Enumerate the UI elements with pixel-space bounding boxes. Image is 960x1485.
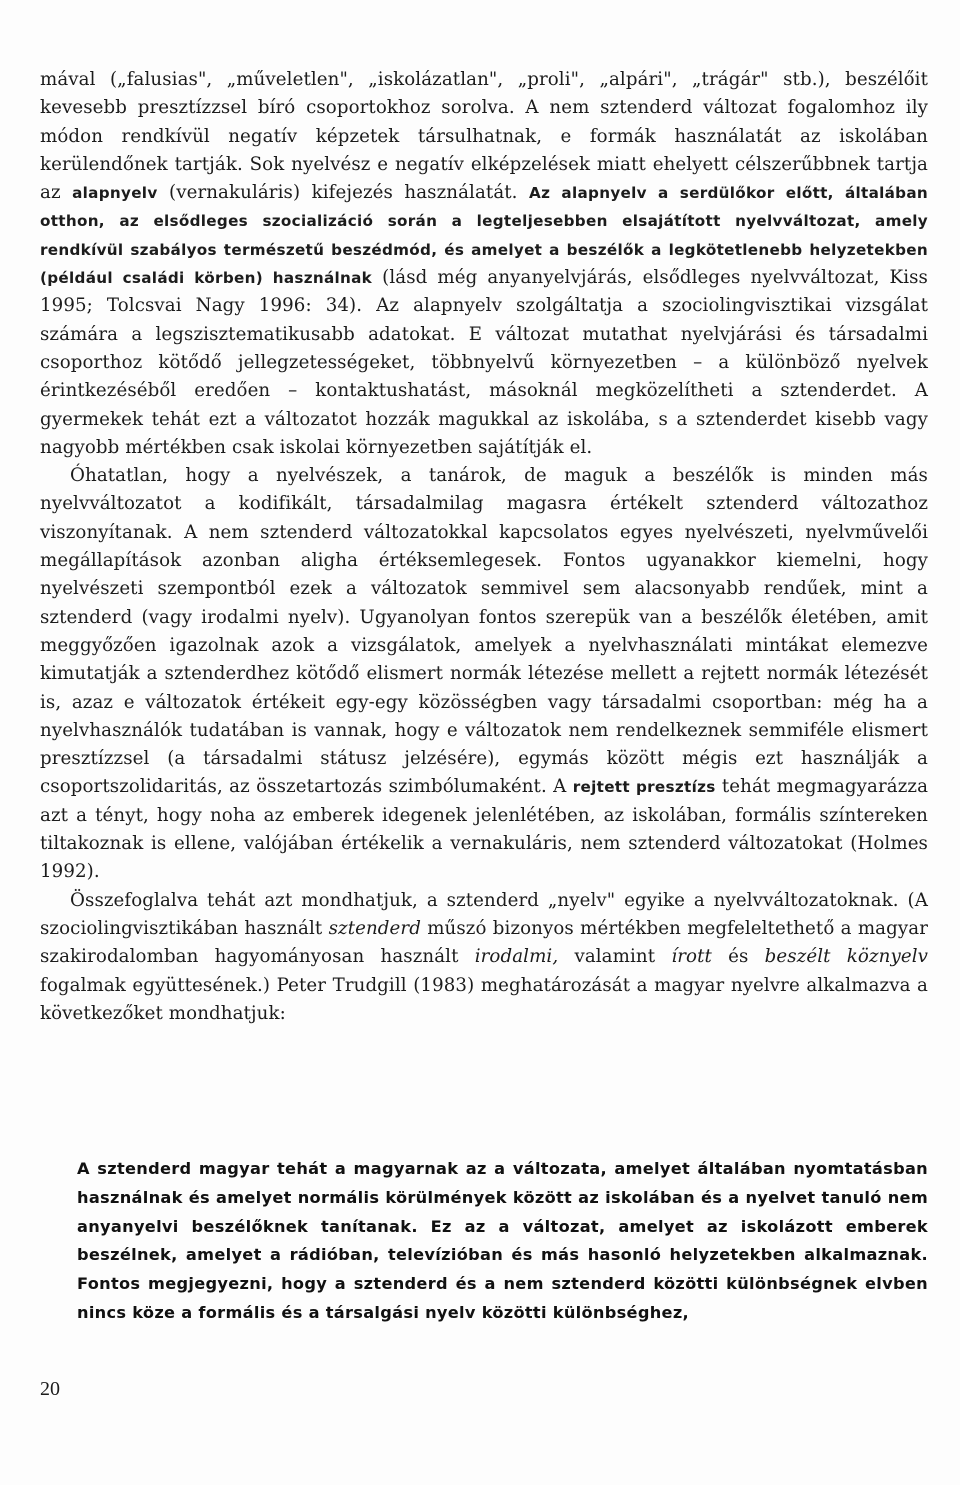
text-run: valamint — [558, 946, 672, 968]
text-run: Óhatatlan, hogy a nyelvészek, a tanárok, de maguk a beszélők is minden más nyelvváltozatot a kodifikált, társadalmilag magasra értékelt sztenderd változathoz viszonyítanak. A nem sztenderd változatokkal kapcsolatos egyes nyelvészeti, nyelvművelői megállapítások azonban aligha értéksemlegesek. Fontos ugyanakkor kiemelni, hogy nyelvészeti szempontból ezek a változatok semmivel sem alacsonyabb rendűek, mint a sztenderd (vagy irodalmi nyelv). Ugyanolyan fontos szerepük van a beszélők életében, amit meggyőzően igazolnak azok a vizsgálatok, amelyek a nyelvhasználati mintákat elemezve kimutatják a sztenderdhez kötődő elismert normák létezése mellett a rejtett normák létezését is, azaz e változatok értékeit egy-egy közösségben vagy társadalmi csoportban: még ha a nyelvhasználók tudatában is vannak, hogy e változatok nem rendelkeznek semmiféle elismert presztízzsel (a társadalmi státusz jelzésére), egymás között mégis ezt használják a csoportszolidaritás, az összetartozás szimbólumaként. A — [40, 465, 928, 798]
definition-block: A sztenderd magyar tehát a magyarnak az a változata, amelyet általában nyomtatásban használnak és amelyet normális körülmények között az iskolában és a nyelvet tanuló nem anyanyelvi beszélőknek tanítanak. Ez az a változat, amelyet az iskolázott emberek beszélnek, amelyet a rádióban, televízióban és más hasonló helyzetekben alkalmaznak. Fontos megjegyezni, hogy a sztenderd és a nem sztenderd közötti különbségnek elvben nincs köze a formális és a társalgási nyelv közötti különbséghez, — [77, 1159, 928, 1322]
italic-term: sztenderd — [328, 917, 421, 939]
body-text — [40, 66, 928, 1028]
page-number: 20 — [40, 1378, 60, 1400]
paragraph-1 — [40, 66, 928, 462]
paragraph-3 — [40, 887, 928, 1028]
text-run: műszó bizonyos mértékben megfeleltethető a magyar szakirodalomban hagyományosan használt — [40, 917, 928, 968]
bold-definition-alapnyelv: Az alapnyelv a serdülőkor előtt, általában otthon, az elsődleges szocializáció során a legteljesebben elsajátított nyelvváltozat, amely rendkívül szabályos természetű beszédmód, és amelyet a beszélők a legkötetlenebb helyzetekben (például családi körben) használnak — [40, 184, 928, 288]
italic-term: írott — [671, 946, 712, 968]
italic-term: irodalmi, — [474, 946, 559, 968]
text-run: Összefoglalva tehát azt mondhatjuk, a sztenderd „nyelv" egyike a nyelvváltozatoknak. (A szociolingvisztikában használt — [40, 889, 928, 939]
italic-term: beszélt köznyelv — [764, 946, 928, 968]
text-run: fogalmak együttesének.) Peter Trudgill (1983) meghatározását a magyar nyelvre alkalmazva a következőket mondhatjuk: — [40, 974, 928, 1024]
text-run: mával („falusias", „műveletlen", „iskolázatlan", „proli", „alpári", „trágár" stb.), beszélőit kevesebb presztízzsel bíró csoportokhoz sorolva. A nem sztenderd változat fogalomhoz ily módon rendkívül negatív képzetek társulhatnak, e formák használatát az iskolában kerülendőnek tartják. Sok nyelvész e negatív elképzelések miatt ehelyett célszerűbbnek tartja az — [40, 69, 928, 204]
text-run: (lásd még anyanyelvjárás, elsődleges nyelvváltozat, Kiss 1995; Tolcsvai Nagy 1996: 34). Az alapnyelv szolgáltatja a szociolingvisztikai vizsgálat számára a legszisztematikusabb adatokat. E változat mutathat nyelvjárási és társadalmi csoporthoz kötődő jellegzetességeket, többnyelvű környezetben – a különböző nyelvek érintkezéséből eredően – kontaktushatást, másoknál megközelítheti a sztenderdet. A gyermekek tehát ezt a változatot hozzák magukkal az iskolába, s a sztenderdet kisebb vagy nagyobb mértékben csak iskolai környezetben sajátítják el. — [40, 267, 928, 458]
bold-term-rejtett-presztizs: rejtett presztízs — [572, 778, 716, 797]
text-run: tehát megmagyarázza azt a tényt, hogy noha az emberek idegenek jelenlétében, az iskolában, formális színtereken tiltakoznak is ellene, valójában értékelik a vernakuláris, nem sztenderd változatokat (Holmes 1992). — [40, 776, 929, 883]
bold-term-alapnyelv: alapnyelv — [72, 184, 158, 203]
paragraph-2 — [40, 462, 928, 886]
text-run: és — [711, 946, 765, 968]
text-run: (vernakuláris) kifejezés használatát. — [157, 182, 530, 204]
